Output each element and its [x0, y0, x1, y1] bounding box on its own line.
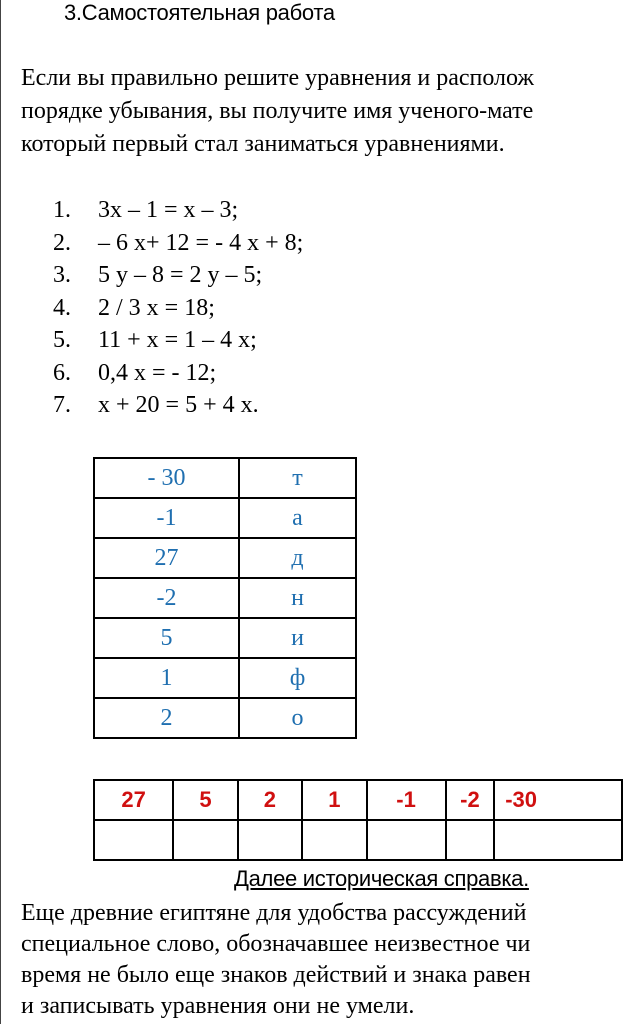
equation-number: 7.: [53, 392, 71, 418]
key-letter-cell: о: [239, 698, 356, 738]
equation-text: х + 20 = 5 + 4 х.: [98, 392, 259, 418]
equation-item: [53, 262, 303, 295]
answer-number-cell: -30: [494, 780, 622, 820]
key-value-cell: - 30: [94, 458, 239, 498]
table-row: [94, 498, 356, 538]
table-row: [94, 538, 356, 578]
equation-item: [53, 327, 303, 360]
key-value-cell: 2: [94, 698, 239, 738]
answer-number-cell: 27: [94, 780, 173, 820]
equation-number: 5.: [53, 327, 71, 353]
answer-letter-cell[interactable]: [446, 820, 495, 860]
answer-letter-cell[interactable]: [302, 820, 366, 860]
table-row: [94, 618, 356, 658]
answer-letter-cell[interactable]: [173, 820, 237, 860]
key-letter-cell: н: [239, 578, 356, 618]
equation-number: 2.: [53, 229, 71, 256]
answer-number-cell: -2: [446, 780, 495, 820]
equation-number: 1.: [53, 197, 71, 223]
key-letter-cell: и: [239, 618, 356, 658]
equation-item: [53, 392, 303, 425]
key-value-cell: 5: [94, 618, 239, 658]
answer-key-table: [93, 457, 357, 739]
answer-number-cell: 1: [302, 780, 366, 820]
answer-grid-table: [93, 779, 623, 861]
equation-text: 3х – 1 = х – 3;: [98, 197, 239, 223]
key-value-cell: -1: [94, 498, 239, 538]
table-row: [94, 578, 356, 618]
history-line: время не было еще знаков действий и знака равен: [21, 962, 531, 988]
key-letter-cell: д: [239, 538, 356, 578]
answer-letter-cell[interactable]: [94, 820, 173, 860]
table-row: [94, 820, 622, 860]
equation-text: – 6 х+ 12 = - 4 х + 8;: [98, 229, 304, 256]
table-row: [94, 458, 356, 498]
intro-paragraph: [21, 62, 623, 161]
equation-text: 2 / 3 х = 18;: [98, 294, 215, 321]
answer-number-cell: 5: [173, 780, 237, 820]
key-letter-cell: т: [239, 458, 356, 498]
key-value-cell: 1: [94, 658, 239, 698]
equation-number: 6.: [53, 359, 71, 386]
history-heading: Далее историческая справка.: [234, 866, 529, 891]
equation-number: 4.: [53, 294, 71, 321]
answer-letter-cell[interactable]: [367, 820, 446, 860]
answer-number-cell: -1: [367, 780, 446, 820]
key-letter-cell: ф: [239, 658, 356, 698]
intro-line: который первый стал заниматься уравнениями.: [21, 131, 505, 157]
equation-text: 0,4 х = - 12;: [98, 359, 217, 386]
history-line: Еще древние египтяне для удобства рассуждений: [21, 900, 527, 926]
history-paragraph: [21, 898, 531, 1022]
intro-line: порядке убывания, вы получите имя ученого-мате: [21, 98, 534, 124]
answer-letter-cell[interactable]: [494, 820, 622, 860]
equation-number: 3.: [53, 262, 71, 288]
section-heading: 3.Самостоятельная работа: [64, 0, 335, 25]
history-line: специальное слово, обозначавшее неизвестное чи: [21, 931, 531, 957]
key-value-cell: -2: [94, 578, 239, 618]
key-letter-cell: а: [239, 498, 356, 538]
answer-letter-cell[interactable]: [238, 820, 302, 860]
equation-item: [53, 230, 303, 263]
table-row: [94, 658, 356, 698]
table-row: [94, 780, 622, 820]
key-value-cell: 27: [94, 538, 239, 578]
equation-text: 5 у – 8 = 2 у – 5;: [98, 262, 263, 288]
table-row: [94, 698, 356, 738]
answer-number-cell: 2: [238, 780, 302, 820]
equation-text: 11 + х = 1 – 4 х;: [98, 327, 257, 353]
history-line: и записывать уравнения они не умели.: [21, 993, 415, 1019]
equation-item: [53, 295, 303, 328]
equation-item: [53, 360, 303, 393]
intro-line: Если вы правильно решите уравнения и располож: [21, 65, 534, 91]
equation-item: [53, 197, 303, 230]
equation-list: [53, 197, 303, 425]
